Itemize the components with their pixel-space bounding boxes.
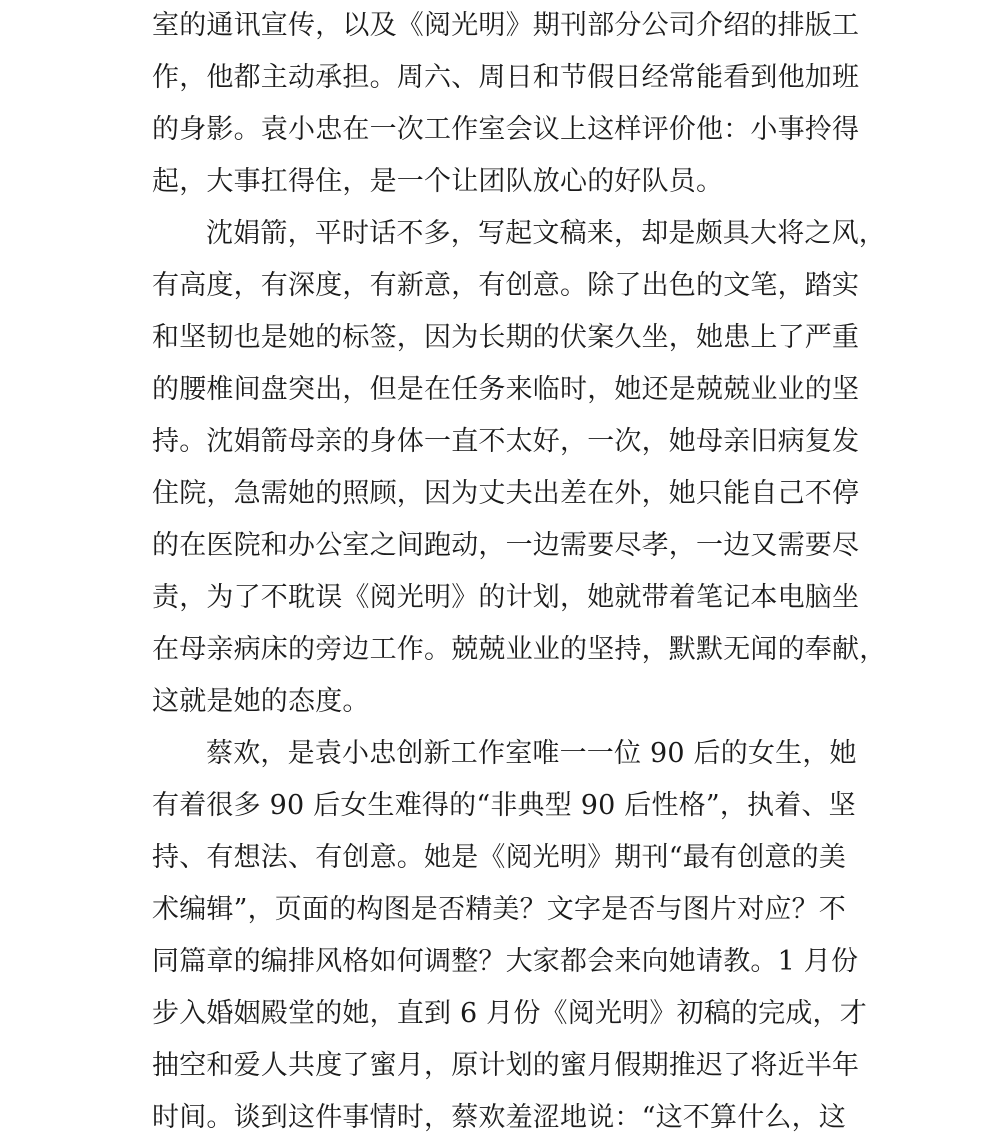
text-line: 的腰椎间盘突出，但是在任务来临时，她还是兢兢业业的坚 [152,374,860,405]
text-line: 有着很多 90 后女生难得的“非典型 90 后性格”，执着、坚 [152,790,856,821]
text-line: 的在医院和办公室之间跑动，一边需要尽孝，一边又需要尽 [152,530,860,561]
paragraph-first-line: 沈娟箭，平时话不多，写起文稿来，却是颇具大将之风， [206,218,886,249]
text-line: 在母亲病床的旁边工作。兢兢业业的坚持，默默无闻的奉献， [152,634,887,665]
text-line: 责，为了不耽误《阅光明》的计划，她就带着笔记本电脑坐 [152,582,860,613]
text-line: 作，他都主动承担。周六、周日和节假日经常能看到他加班 [152,62,860,93]
text-line: 时间。谈到这件事情时，蔡欢羞涩地说：“这不算什么，这 [152,1102,847,1133]
text-line: 室的通讯宣传，以及《阅光明》期刊部分公司介绍的排版工 [152,10,860,41]
text-line: 有高度，有深度，有新意，有创意。除了出色的文笔，踏实 [152,270,860,301]
text-line: 和坚韧也是她的标签，因为长期的伏案久坐，她患上了严重 [152,322,860,353]
text-line: 术编辑”，页面的构图是否精美？文字是否与图片对应？不 [152,894,847,925]
text-line: 持。沈娟箭母亲的身体一直不太好，一次，她母亲旧病复发 [152,426,860,457]
text-line: 的身影。袁小忠在一次工作室会议上这样评价他：小事拎得 [152,114,860,145]
text-line: 持、有想法、有创意。她是《阅光明》期刊“最有创意的美 [152,842,847,873]
text-line: 起，大事扛得住，是一个让团队放心的好队员。 [152,166,724,197]
text-line: 步入婚姻殿堂的她，直到 6 月份《阅光明》初稿的完成，才 [152,998,867,1029]
text-line: 住院，急需她的照顾，因为丈夫出差在外，她只能自己不停 [152,478,860,509]
text-line: 同篇章的编排风格如何调整？大家都会来向她请教。1 月份 [152,946,859,977]
text-line: 这就是她的态度。 [152,686,370,717]
paragraph-first-line: 蔡欢，是袁小忠创新工作室唯一一位 90 后的女生，她 [206,738,857,769]
text-line: 抽空和爱人共度了蜜月，原计划的蜜月假期推迟了将近半年 [152,1050,860,1081]
